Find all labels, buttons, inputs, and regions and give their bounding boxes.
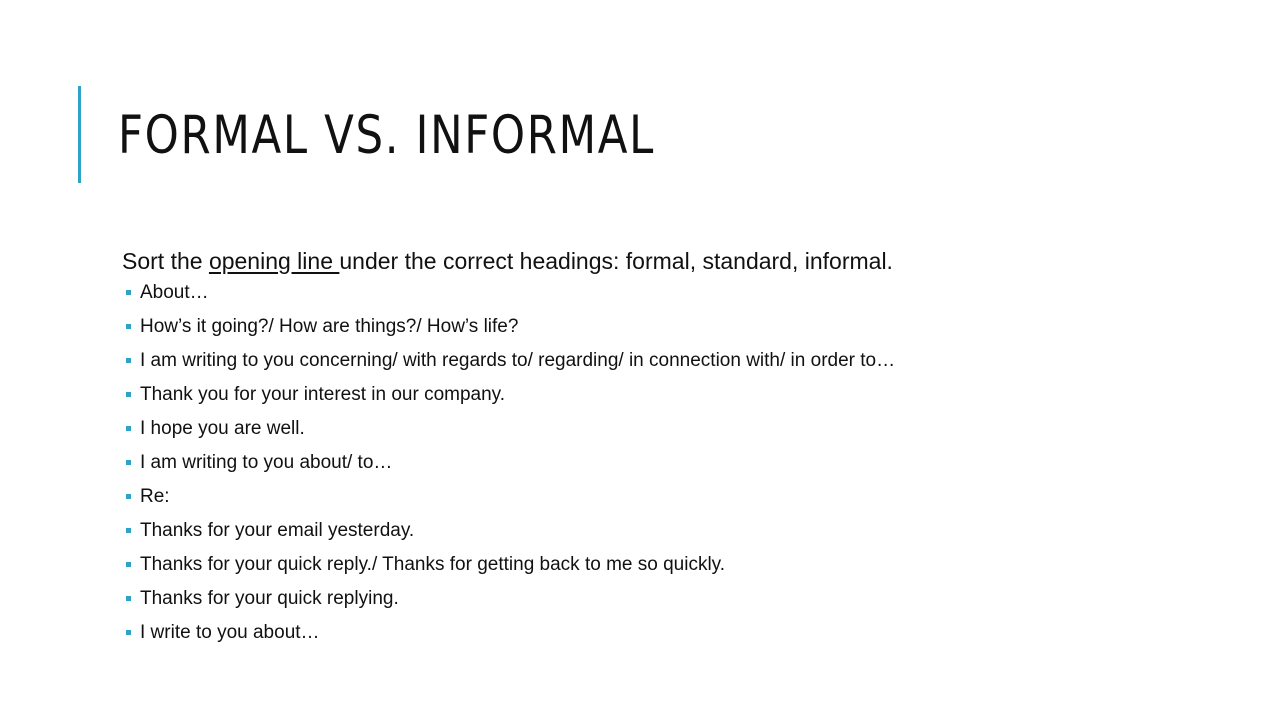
square-bullet-icon: [126, 562, 131, 567]
square-bullet-icon: [126, 528, 131, 533]
square-bullet-icon: [126, 630, 131, 635]
slide-title: FORMAL VS. INFORMAL: [118, 105, 655, 166]
list-item: [122, 310, 1242, 344]
square-bullet-icon: [126, 290, 131, 295]
square-bullet-icon: [126, 426, 131, 431]
list-item-text: Thanks for your email yesterday.: [140, 520, 415, 541]
list-item-text: I am writing to you concerning/ with regards to/ regarding/ in connection with/ in order to…: [140, 350, 896, 371]
intro-text: [122, 245, 1242, 277]
list-item: [122, 344, 1242, 378]
square-bullet-icon: [126, 460, 131, 465]
list-item-text: Thank you for your interest in our company.: [140, 384, 506, 405]
list-item-text: I write to you about…: [140, 622, 320, 643]
list-item: [122, 378, 1242, 412]
list-item: [122, 548, 1242, 582]
list-item-text: Thanks for your quick replying.: [140, 588, 399, 609]
square-bullet-icon: [126, 596, 131, 601]
list-item: [122, 446, 1242, 480]
opening-lines-list: [122, 276, 1242, 650]
title-accent-bar: [78, 86, 81, 183]
list-item-text: I hope you are well.: [140, 418, 305, 439]
list-item-text: Re:: [140, 486, 170, 507]
square-bullet-icon: [126, 392, 131, 397]
list-item-text: I am writing to you about/ to…: [140, 452, 393, 473]
list-item: [122, 616, 1242, 650]
list-item: [122, 412, 1242, 446]
slide-body: [122, 245, 1242, 657]
list-item: [122, 514, 1242, 548]
list-item-text: About…: [140, 282, 209, 303]
list-item: [122, 276, 1242, 310]
square-bullet-icon: [126, 324, 131, 329]
square-bullet-icon: [126, 494, 131, 499]
intro-text-end: under the correct headings: formal, standard, informal.: [339, 248, 893, 274]
square-bullet-icon: [126, 358, 131, 363]
intro-text-start: Sort the: [122, 248, 209, 274]
list-item: [122, 480, 1242, 514]
list-item-text: Thanks for your quick reply./ Thanks for getting back to me so quickly.: [140, 554, 726, 575]
intro-underlined-phrase: opening line: [208, 248, 340, 274]
list-item: [122, 582, 1242, 616]
list-item-text: How’s it going?/ How are things?/ How’s life?: [140, 316, 519, 337]
